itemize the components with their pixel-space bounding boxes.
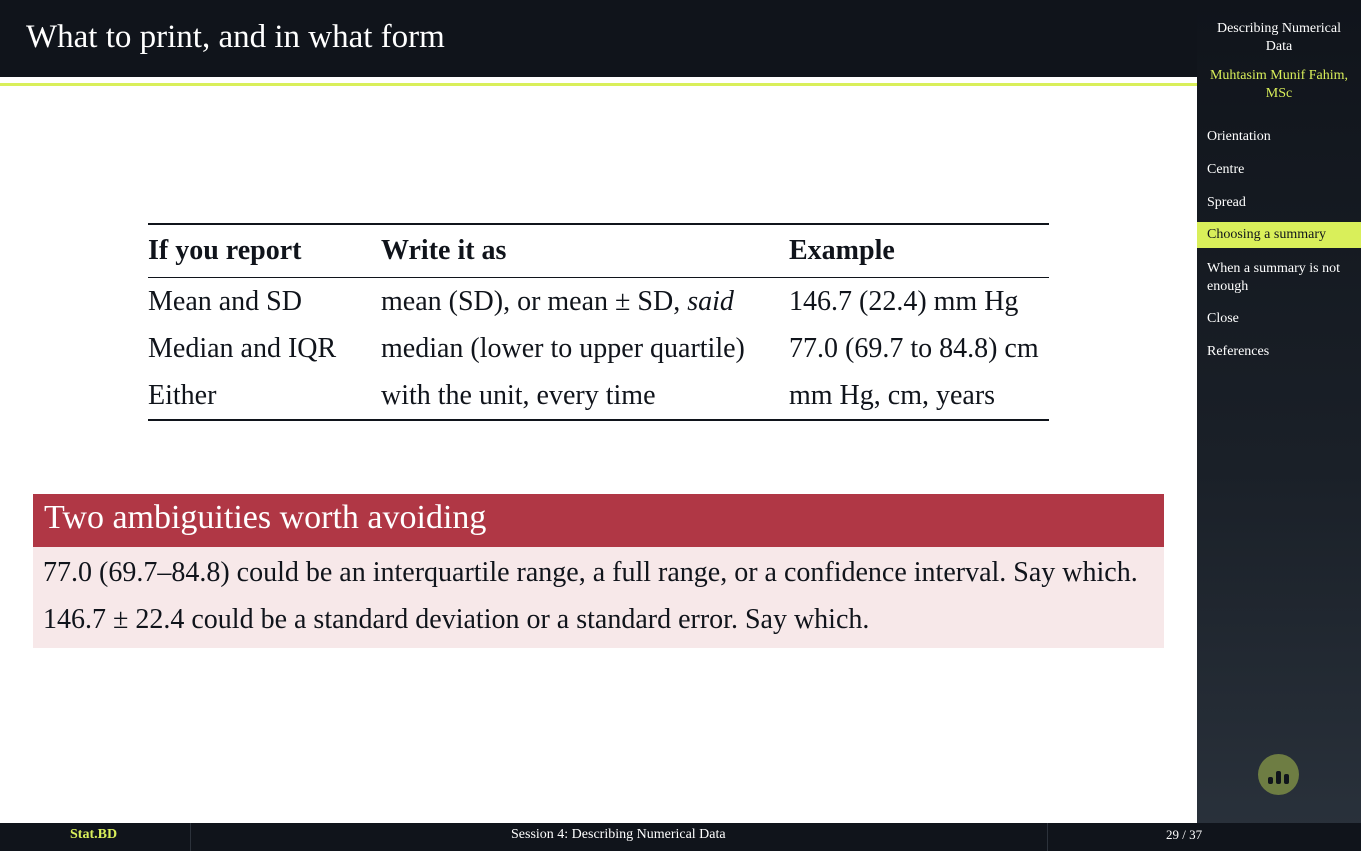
cell-write	[381, 325, 789, 372]
footer-session-title: Session 4: Describing Numerical Data	[511, 827, 726, 842]
cell-write-text: median (lower to upper quartile)	[381, 332, 745, 364]
sidebar-item-centre[interactable]: Centre	[1207, 162, 1245, 177]
sidebar-item-close[interactable]: Close	[1207, 311, 1239, 326]
table-header-row	[148, 224, 1049, 278]
cell-example: 77.0 (69.7 to 84.8) cm	[789, 332, 1039, 364]
cell-write-italic: said	[687, 285, 734, 317]
alert-line-sd-se: 146.7 ± 22.4 could be a standard deviation or a standard error. Say which.	[43, 604, 870, 635]
slide-header	[0, 0, 1197, 77]
sidebar-item-orientation[interactable]: Orientation	[1207, 129, 1271, 144]
summary-format-table	[148, 223, 1049, 421]
alert-title: Two ambiguities worth avoiding	[33, 494, 1164, 547]
table-row	[148, 372, 1049, 420]
footer-divider	[190, 823, 191, 851]
cell-write-text: mean (SD), or mean ± SD,	[381, 285, 688, 317]
table-row	[148, 325, 1049, 372]
sidebar-author: Muhtasim Munif Fahim, MSc	[1209, 68, 1349, 101]
footer-bar	[0, 823, 1361, 851]
cell-write	[381, 372, 789, 420]
sidebar-item-spread[interactable]: Spread	[1207, 195, 1246, 210]
cell-write	[381, 278, 789, 326]
cell-write-text: with the unit, every time	[381, 379, 656, 411]
cell-report: Either	[148, 379, 217, 411]
bar-chart-logo-icon	[1258, 754, 1299, 795]
cell-report: Mean and SD	[148, 285, 302, 317]
alert-body	[33, 547, 1164, 648]
column-header-report: If you report	[148, 235, 302, 266]
sidebar-item-when-a-summary-is-not-enough[interactable]: When a summary is not enough	[1207, 261, 1340, 294]
table-row	[148, 278, 1049, 326]
sidebar-presentation-title[interactable]: Describing Numerical Data	[1216, 21, 1341, 54]
cell-example: mm Hg, cm, years	[789, 379, 996, 411]
sidebar-item-references[interactable]: References	[1207, 344, 1270, 359]
cell-report: Median and IQR	[148, 332, 337, 364]
header-divider	[0, 83, 1197, 86]
cell-example: 146.7 (22.4) mm Hg	[789, 285, 1019, 317]
sidebar-item-choosing-a-summary[interactable]: Choosing a summary	[1197, 222, 1361, 248]
footer-divider	[1047, 823, 1048, 851]
column-header-example: Example	[789, 235, 895, 266]
alert-block	[33, 494, 1164, 648]
footer-page-number: 29 / 37	[1166, 827, 1203, 842]
column-header-write: Write it as	[381, 235, 507, 266]
footer-brand: Stat.BD	[70, 827, 118, 842]
sidebar	[1197, 0, 1361, 851]
alert-line-range: 77.0 (69.7–84.8) could be an interquartile range, a full range, or a confidence interval. Say which.	[43, 557, 1138, 588]
slide-title: What to print, and in what form	[26, 19, 445, 55]
